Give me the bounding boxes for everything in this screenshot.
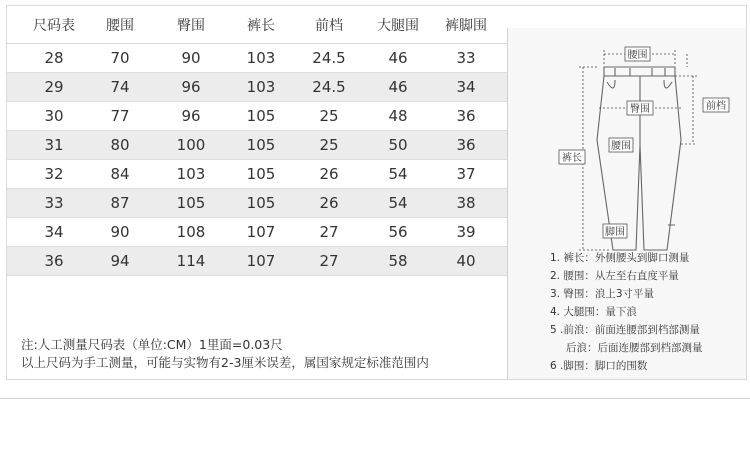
table-cell: 105 — [176, 194, 206, 212]
hip-label: 臀围 — [630, 104, 650, 115]
table-row — [7, 247, 507, 276]
table-cell: 70 — [110, 49, 130, 67]
size-chart-frame — [6, 5, 747, 380]
table-cell: 105 — [246, 165, 276, 183]
legend-item: 4. 大腿围：量下浪 — [550, 306, 637, 318]
header-length: 裤长 — [247, 17, 275, 34]
header-hip: 臀围 — [177, 17, 205, 34]
table-cell: 27 — [319, 223, 339, 241]
table-cell: 36 — [456, 107, 476, 125]
length-label: 裤长 — [562, 153, 582, 164]
table-cell: 25 — [319, 107, 339, 125]
table-cell: 50 — [388, 136, 408, 154]
table-header-row — [7, 6, 507, 44]
table-cell: 46 — [388, 49, 408, 67]
table-cell: 84 — [110, 165, 130, 183]
table-cell: 54 — [388, 194, 408, 212]
table-cell: 105 — [246, 107, 276, 125]
table-row — [7, 102, 507, 131]
table-cell: 105 — [246, 136, 276, 154]
table-cell: 38 — [456, 194, 476, 212]
table-cell: 24.5 — [312, 49, 346, 67]
table-cell: 54 — [388, 165, 408, 183]
header-hem: 裤脚围 — [445, 17, 487, 34]
table-cell: 74 — [110, 78, 130, 96]
table-cell: 39 — [456, 223, 476, 241]
table-cell: 33 — [456, 49, 476, 67]
table-cell: 107 — [246, 223, 276, 241]
legend-item: 6 .脚围：脚口的围数 — [550, 360, 648, 372]
table-cell: 36 — [456, 136, 476, 154]
legend-item: 1. 裤长：外侧腰头到脚口测量 — [550, 252, 690, 264]
table-cell: 37 — [456, 165, 476, 183]
hem-label: 脚围 — [605, 227, 625, 238]
table-row — [7, 189, 507, 218]
table-row — [7, 73, 507, 102]
table-row — [7, 218, 507, 247]
table-cell: 87 — [110, 194, 130, 212]
pants-diagram — [557, 40, 732, 252]
table-cell: 100 — [176, 136, 206, 154]
table-cell: 107 — [246, 252, 276, 270]
legend-item: 5 .前浪：前面连腰部到档部测量 — [550, 324, 700, 336]
table-cell: 40 — [456, 252, 476, 270]
table-cell: 26 — [319, 165, 339, 183]
table-cell: 46 — [388, 78, 408, 96]
table-cell: 105 — [246, 194, 276, 212]
legend-item: 后浪：后面连腰部到档部测量 — [566, 342, 703, 354]
table-cell: 90 — [110, 223, 130, 241]
page-bottom-divider — [0, 398, 750, 399]
table-cell: 58 — [388, 252, 408, 270]
table-cell: 32 — [44, 165, 64, 183]
header-size: 尺码表 — [33, 17, 75, 34]
table-cell: 96 — [181, 78, 201, 96]
table-row — [7, 160, 507, 189]
table-cell: 108 — [176, 223, 206, 241]
table-cell: 36 — [44, 252, 64, 270]
table-cell: 103 — [246, 49, 276, 67]
size-table — [7, 6, 507, 276]
table-cell: 25 — [319, 136, 339, 154]
table-cell: 94 — [110, 252, 130, 270]
table-cell: 31 — [44, 136, 64, 154]
table-cell: 26 — [319, 194, 339, 212]
front-rise-label: 前档 — [706, 101, 726, 112]
header-waist: 腰围 — [106, 17, 134, 34]
table-cell: 103 — [246, 78, 276, 96]
table-cell: 33 — [44, 194, 64, 212]
table-cell: 29 — [44, 78, 64, 96]
table-cell: 27 — [319, 252, 339, 270]
legend-item: 3. 臀围：浪上3寸平量 — [550, 288, 655, 300]
table-cell: 34 — [44, 223, 64, 241]
tolerance-note: 以上尺码为手工测量，可能与实物有2-3厘米误差，属国家规定标准范围内 — [21, 355, 429, 370]
measurement-guide-panel — [508, 28, 746, 379]
table-cell: 56 — [388, 223, 408, 241]
table-row — [7, 131, 507, 160]
table-cell: 114 — [176, 252, 206, 270]
measurement-note: 注:人工测量尺码表（单位:CM）1里面=0.03尺 — [21, 337, 283, 352]
table-row — [7, 44, 507, 73]
table-cell: 48 — [388, 107, 408, 125]
table-cell: 28 — [44, 49, 64, 67]
header-thigh: 大腿围 — [377, 17, 419, 34]
table-cell: 90 — [181, 49, 201, 67]
legend-item: 2. 腰围：从左至右直度平量 — [550, 270, 679, 282]
table-cell: 103 — [176, 165, 206, 183]
waist-label: 腰围 — [627, 50, 648, 61]
header-front-rise: 前档 — [315, 17, 343, 34]
table-cell: 80 — [110, 136, 130, 154]
table-cell: 96 — [181, 107, 201, 125]
table-cell: 34 — [456, 78, 476, 96]
waist-band-label: 腰围 — [611, 141, 631, 152]
table-cell: 77 — [110, 107, 130, 125]
table-cell: 30 — [44, 107, 64, 125]
table-cell: 24.5 — [312, 78, 346, 96]
